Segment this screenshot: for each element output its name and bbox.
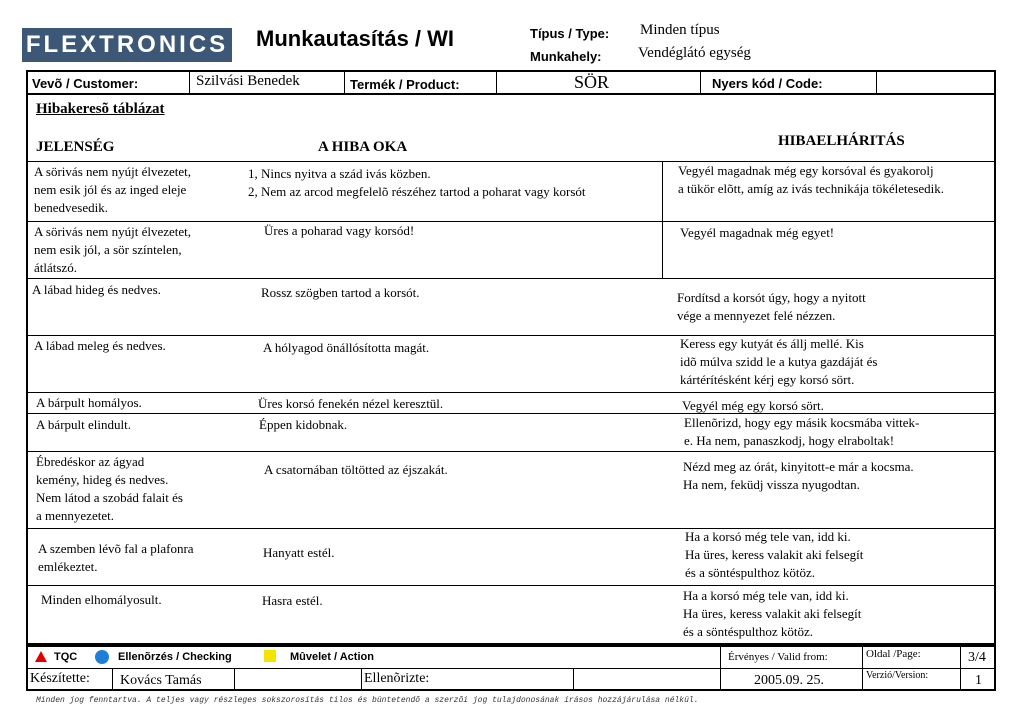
info-row — [26, 70, 996, 95]
table-row-fix: Vegyél magadnak még egyet! — [680, 225, 835, 240]
table-row-cause: Éppen kidobnak. — [259, 417, 348, 432]
table-row-fix: Ha a korsó még tele van, idd ki. Ha üres, keress valakit aki felsegít és a söntéspulthoz kötöz. — [683, 588, 862, 639]
page-title: Munkautasítás / WI — [256, 26, 455, 51]
product-value: SÖR — [574, 72, 610, 92]
table-row-symptom: Ébredéskor az ágyad kemény, hideg és nedves. Nem látod a szobád falait és a mennyezetet. — [36, 454, 183, 523]
workplace-label: Munkahely: — [530, 49, 602, 64]
legend-action: Mûvelet / Action — [290, 651, 374, 663]
valid-date-value: 2005.09. 25. — [754, 673, 824, 688]
customer-label: Vevõ / Customer: — [32, 76, 139, 91]
table-heading: Hibakeresõ táblázat — [36, 101, 165, 117]
footer-table — [26, 645, 996, 691]
circle-icon — [94, 649, 110, 665]
table-row-cause: A hólyagod önállósította magát. — [263, 340, 430, 355]
legend-tqc: TQC — [54, 651, 78, 663]
version-value: 1 — [975, 673, 982, 688]
workplace-value: Vendéglátó egység — [638, 45, 751, 61]
flextronics-logo — [22, 28, 232, 62]
table-row-fix: Vegyél még egy korsó sört. — [682, 398, 824, 413]
table-row-symptom: A szemben lévõ fal a plafonra emlékeztet. — [38, 541, 194, 574]
logo-text: FLEXTRONICS — [25, 31, 229, 58]
col-cause-header: A HIBA OKA — [318, 139, 408, 155]
col-symptom-header: JELENSÉG — [36, 139, 115, 155]
table-row-symptom: A bárpult homályos. — [36, 395, 142, 410]
table-row-fix: Nézd meg az órát, kinyitott-e már a kocsma. Ha nem, feküdj vissza nyugodtan. — [683, 459, 914, 492]
page-label: Oldal /Page: — [866, 648, 921, 660]
page-value: 3/4 — [968, 650, 986, 665]
version-label: Verzió/Version: — [866, 670, 929, 681]
code-label: Nyers kód / Code: — [712, 76, 823, 91]
table-row-symptom: A bárpult elindult. — [36, 417, 131, 432]
table-row-fix: Keress egy kutyát és állj mellé. Kis idõ múlva szidd le a kutya gazdáját és kártérítésként kérj egy korsó sört. — [680, 336, 878, 387]
table-row-symptom: A sörivás nem nyújt élvezetet, nem esik jól, a sör színtelen, átlátszó. — [34, 224, 192, 275]
made-by-label: Készítette: — [30, 671, 90, 686]
valid-from-label: Érvényes / Valid from: — [728, 651, 828, 663]
legend-checking: Ellenõrzés / Checking — [118, 651, 232, 663]
made-by-value: Kovács Tamás — [120, 673, 202, 688]
table-row-cause: Rossz szögben tartod a korsót. — [261, 285, 420, 300]
table-row-symptom: A sörivás nem nyújt élvezetet, nem esik jól és az inged eleje benedvesedik. — [34, 164, 192, 215]
table-row-fix: Ha a korsó még tele van, idd ki. Ha üres, keress valakit aki felsegít és a söntéspulthoz kötöz. — [685, 529, 864, 580]
table-row-symptom: A lábad meleg és nedves. — [34, 338, 166, 353]
table-row-cause: Hanyatt estél. — [263, 545, 335, 560]
table-row-cause: Üres a poharad vagy korsód! — [264, 223, 415, 238]
table-row-cause: Üres korsó fenekén nézel keresztül. — [258, 396, 444, 411]
triangle-icon — [34, 650, 48, 663]
customer-value: Szilvási Benedek — [196, 73, 300, 89]
table-row-symptom: A lábad hideg és nedves. — [32, 282, 161, 297]
type-label: Típus / Type: — [530, 26, 610, 41]
table-row-fix: Vegyél magadnak még egy korsóval és gyakorolj a tükör elõtt, amíg az ivás technikája tökéletesedik. — [678, 163, 945, 196]
table-row-fix: Ellenõrizd, hogy egy másik kocsmába vittek- e. Ha nem, panaszkodj, hogy elraboltak! — [684, 415, 920, 448]
table-row-cause: A csatornában töltötted az éjszakát. — [264, 462, 448, 477]
col-fix-header: HIBAELHÁRITÁS — [778, 133, 905, 149]
checked-by-label: Ellenõrizte: — [364, 671, 430, 686]
table-row-cause: Hasra estél. — [262, 593, 323, 608]
table-row-fix: Fordítsd a korsót úgy, hogy a nyitott vége a mennyezet felé nézzen. — [677, 290, 866, 323]
square-icon — [264, 650, 276, 662]
type-value: Minden típus — [640, 22, 720, 38]
table-row-symptom: Minden elhomályosult. — [41, 592, 162, 607]
copyright-notice: Minden jog fenntartva. A teljes vagy részleges sokszorosítás tilos és büntetendõ a szerzõi jog tulajdonosának írásos hozzájárulása nélkül. — [36, 696, 699, 705]
table-row-cause: 1, Nincs nyitva a szád ivás közben. 2, Nem az arcod megfelelõ részéhez tartod a poharat vagy korsót — [248, 166, 586, 199]
product-label: Termék / Product: — [350, 77, 460, 92]
troubleshooting-table — [26, 95, 996, 645]
